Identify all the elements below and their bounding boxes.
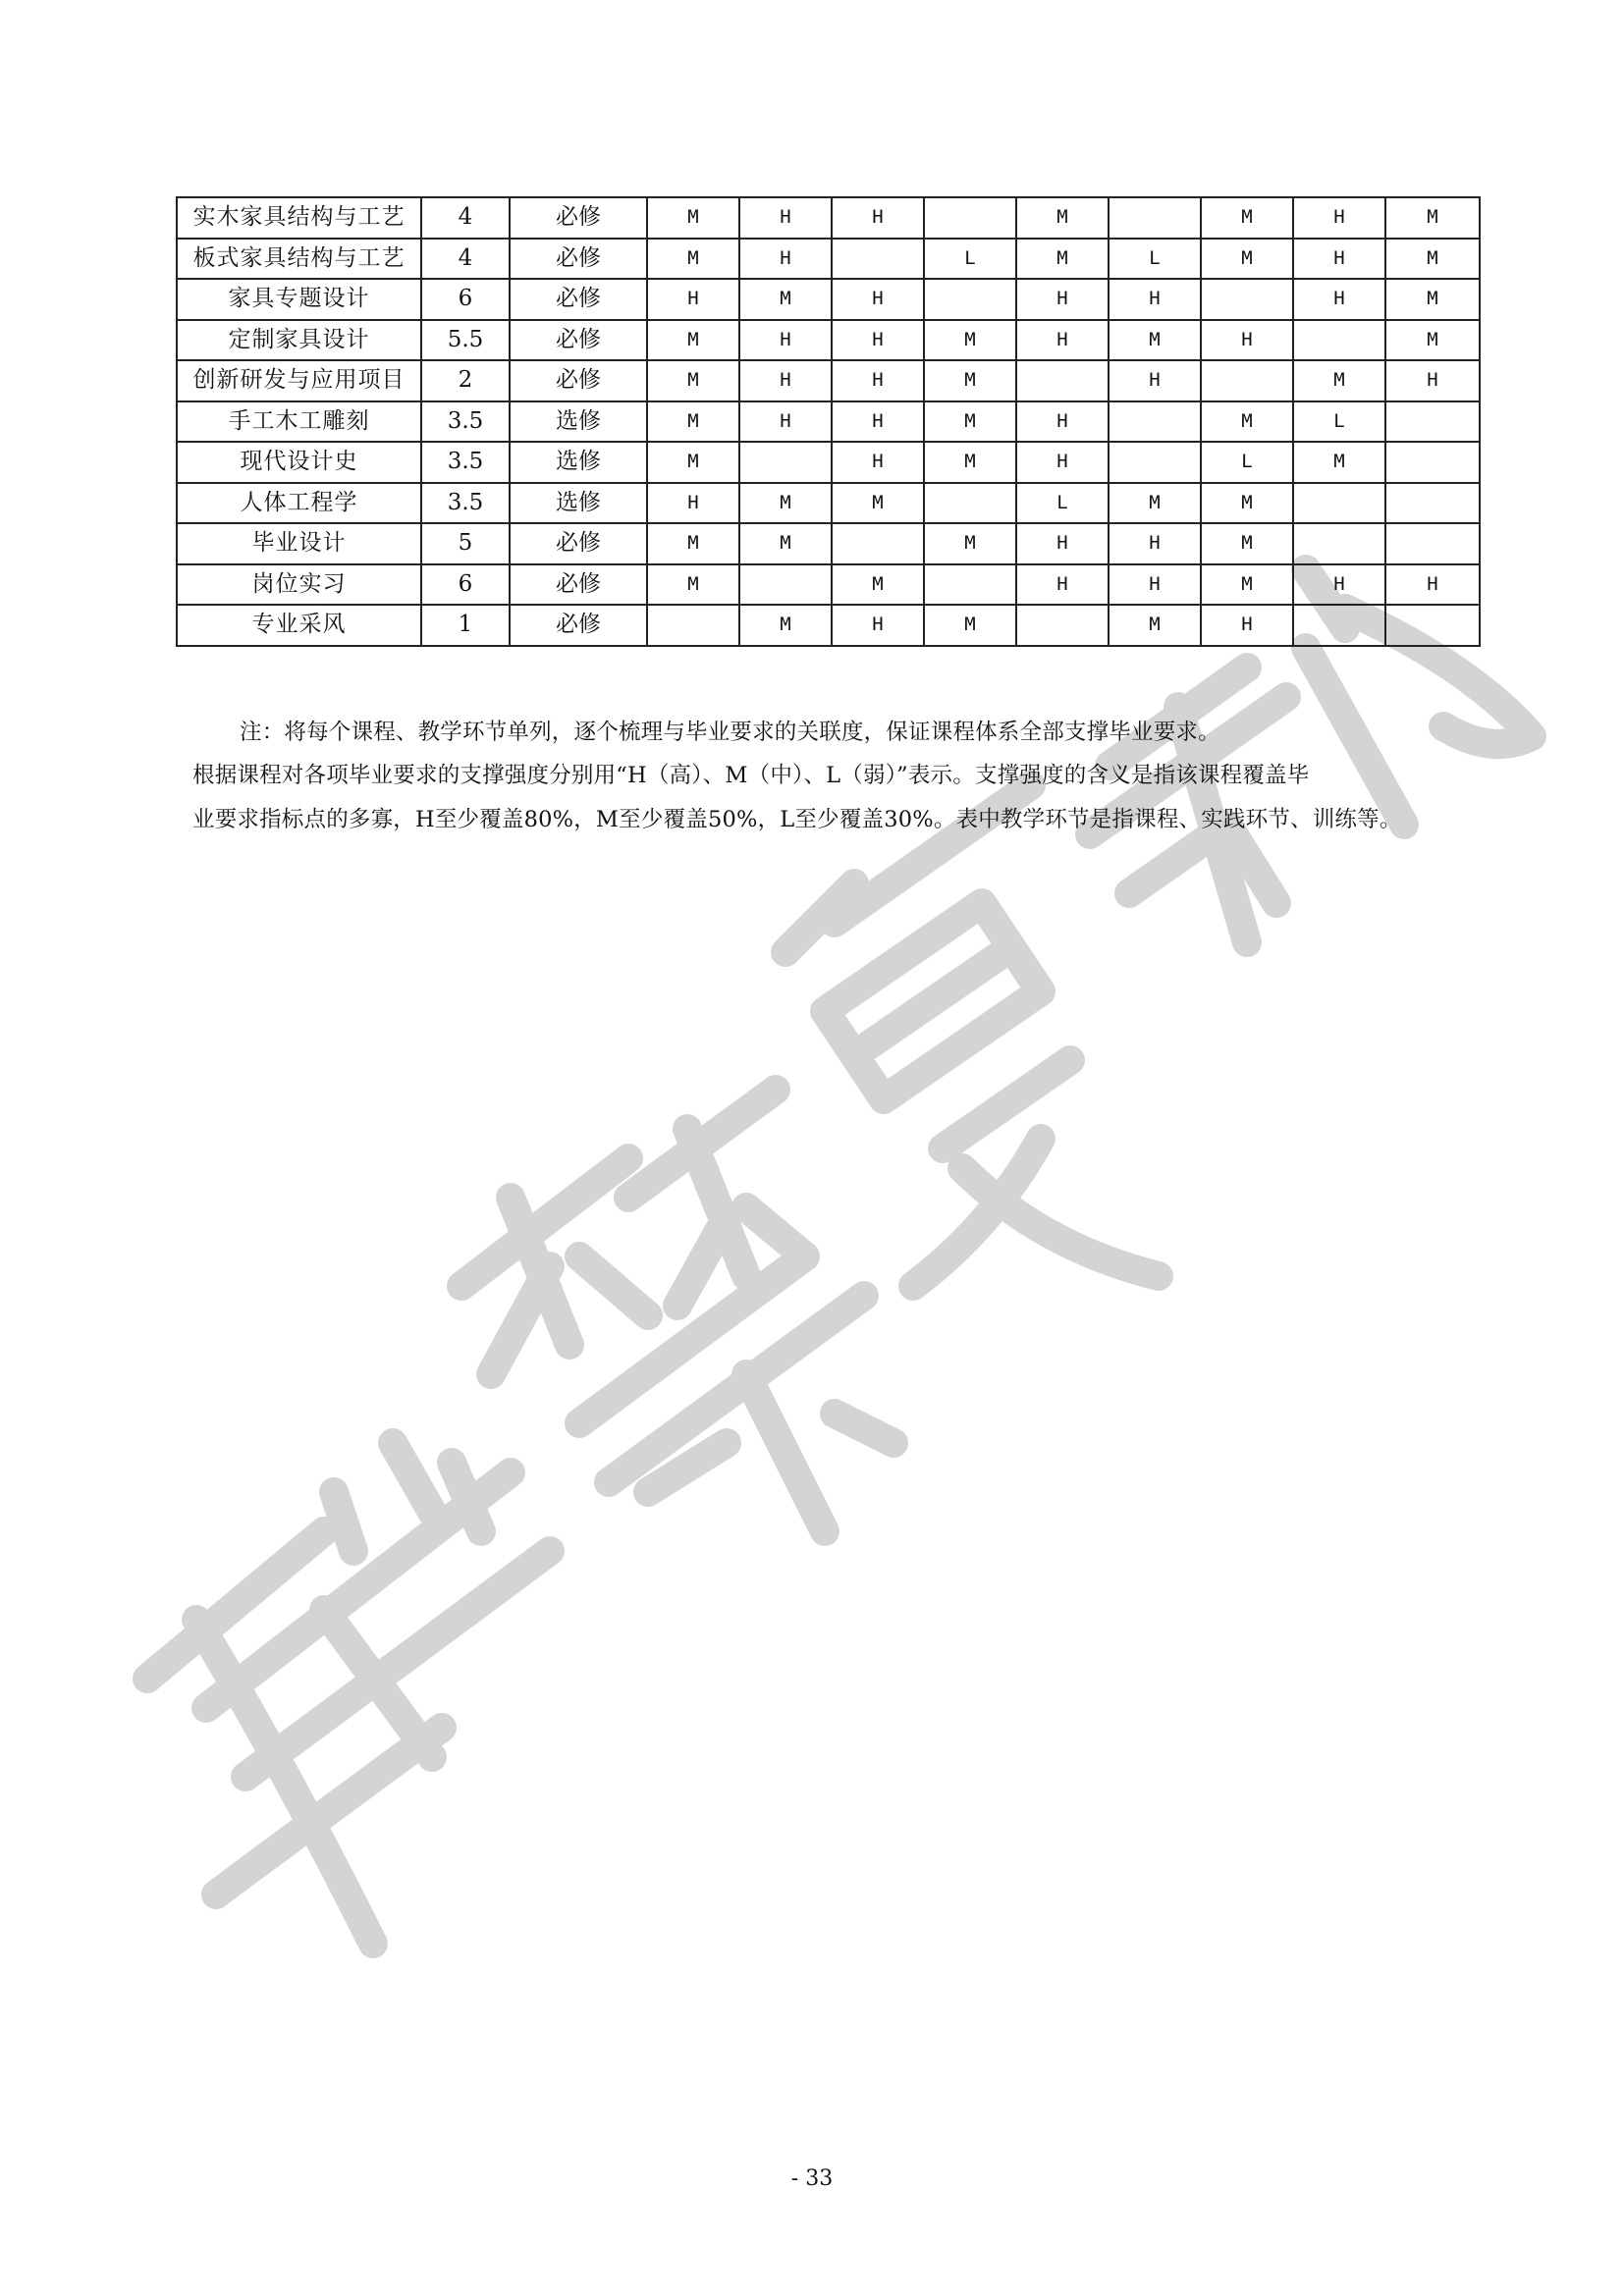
watermark-char-jin [461,1090,893,1531]
course-name-cell: 毕业设计 [177,523,421,564]
course-name-cell: 手工木工雕刻 [177,401,421,443]
support-level-cell: H [1385,564,1480,606]
support-level-cell: M [739,605,832,646]
course-name-cell: 人体工程学 [177,483,421,524]
support-level-cell: L [924,239,1016,280]
course-type-cell: 选修 [510,442,647,483]
support-level-cell: H [647,483,739,524]
support-level-cell: H [832,442,924,483]
support-level-cell: L [1016,483,1109,524]
support-level-cell: H [1016,279,1109,320]
table-row [177,605,1480,646]
support-level-cell: M [647,564,739,606]
credits-cell: 3.5 [421,401,510,443]
support-level-cell: M [1109,483,1201,524]
course-name-cell: 现代设计史 [177,442,421,483]
support-level-cell: H [1016,564,1109,606]
watermark-char-fu [785,785,1159,1286]
support-level-cell: H [832,605,924,646]
support-level-cell [739,442,832,483]
support-level-cell [1109,401,1201,443]
table-row [177,401,1480,443]
support-level-cell: M [1385,279,1480,320]
support-level-cell: M [1293,442,1385,483]
table-row [177,279,1480,320]
support-level-cell: M [739,523,832,564]
support-level-cell: M [1385,197,1480,239]
support-level-cell [924,197,1016,239]
support-level-cell: H [1293,564,1385,606]
support-level-cell: M [924,360,1016,401]
support-level-cell: M [1293,360,1385,401]
course-type-cell: 必修 [510,239,647,280]
credits-cell: 3.5 [421,483,510,524]
support-level-cell: M [1201,483,1293,524]
credits-cell: 6 [421,279,510,320]
table-row [177,197,1480,239]
matrix-body [177,197,1480,646]
table-row [177,523,1480,564]
support-level-cell: M [1385,320,1480,361]
support-level-cell: H [832,197,924,239]
credits-cell: 5 [421,523,510,564]
support-level-cell: M [924,320,1016,361]
support-level-cell [1385,483,1480,524]
support-level-cell: M [1109,320,1201,361]
support-level-cell: H [1385,360,1480,401]
support-level-cell [1293,483,1385,524]
support-level-cell [1293,605,1385,646]
support-level-cell: M [1385,239,1480,280]
course-type-cell: 必修 [510,523,647,564]
support-level-cell: M [1201,564,1293,606]
table-row [177,442,1480,483]
credits-cell: 2 [421,360,510,401]
course-name-cell: 定制家具设计 [177,320,421,361]
support-level-cell: M [647,401,739,443]
table-row [177,320,1480,361]
page-number: - 33 [790,2166,834,2191]
support-level-cell [924,279,1016,320]
support-level-cell: M [924,442,1016,483]
course-name-cell: 岗位实习 [177,564,421,606]
support-level-cell: M [647,239,739,280]
support-level-cell [832,239,924,280]
support-level-cell: H [739,401,832,443]
support-level-cell [1385,605,1480,646]
support-level-cell: L [1293,401,1385,443]
support-level-cell: H [1293,239,1385,280]
support-level-cell [1385,401,1480,443]
support-level-cell: M [1016,239,1109,280]
support-level-cell: M [739,483,832,524]
support-level-cell: M [924,523,1016,564]
support-level-cell: M [647,197,739,239]
course-name-cell: 板式家具结构与工艺 [177,239,421,280]
support-level-cell: M [739,279,832,320]
course-type-cell: 必修 [510,360,647,401]
credits-cell: 6 [421,564,510,606]
course-type-cell: 必修 [510,197,647,239]
support-level-cell: M [647,360,739,401]
support-level-cell: M [647,523,739,564]
table-row [177,564,1480,606]
support-level-cell: H [1201,320,1293,361]
support-level-cell: H [832,360,924,401]
support-level-cell: H [1109,279,1201,320]
support-level-cell [832,523,924,564]
support-level-cell: M [1201,239,1293,280]
course-type-cell: 必修 [510,564,647,606]
note-line-1: 注：将每个课程、教学环节单列，逐个梳理与毕业要求的关联度，保证课程体系全部支撑毕业要求。 [240,720,1220,745]
course-name-cell: 实木家具结构与工艺 [177,197,421,239]
course-type-cell: 必修 [510,320,647,361]
course-name-cell: 家具专题设计 [177,279,421,320]
support-level-cell: M [647,442,739,483]
support-level-cell: H [739,197,832,239]
course-name-cell: 创新研发与应用项目 [177,360,421,401]
support-level-cell: H [1293,197,1385,239]
support-level-cell: H [1016,523,1109,564]
support-level-cell: H [1293,279,1385,320]
support-level-cell: M [924,401,1016,443]
note-line-3: 业要求指标点的多寡，H至少覆盖80%，M至少覆盖50%，L至少覆盖30%。表中教学环节是指课程、实践环节、训练等。 [192,807,1402,832]
course-type-cell: 必修 [510,605,647,646]
support-level-cell [1109,442,1201,483]
credits-cell: 1 [421,605,510,646]
support-level-cell [1016,605,1109,646]
support-level-cell [1201,360,1293,401]
table-row [177,360,1480,401]
support-level-cell: H [832,320,924,361]
course-type-cell: 必修 [510,279,647,320]
course-type-cell: 选修 [510,401,647,443]
support-level-cell [1293,320,1385,361]
support-level-cell: M [1201,401,1293,443]
support-level-cell [739,564,832,606]
support-level-cell: H [1109,523,1201,564]
support-level-cell: H [832,401,924,443]
course-name-cell: 专业采风 [177,605,421,646]
support-level-cell [924,564,1016,606]
support-level-cell: H [832,279,924,320]
course-type-cell: 选修 [510,483,647,524]
support-level-cell: M [647,320,739,361]
support-level-cell [647,605,739,646]
support-level-cell: L [1201,442,1293,483]
course-requirement-matrix [176,196,1481,647]
support-level-cell: M [832,483,924,524]
support-level-cell: H [647,279,739,320]
support-level-cell: M [832,564,924,606]
support-level-cell: H [1109,564,1201,606]
support-level-cell: H [1109,360,1201,401]
support-level-cell: H [1201,605,1293,646]
credits-cell: 3.5 [421,442,510,483]
support-level-cell: H [1016,320,1109,361]
support-level-cell [1016,360,1109,401]
support-level-cell [1293,523,1385,564]
support-level-cell: M [1109,605,1201,646]
support-level-cell: H [739,320,832,361]
support-level-cell [1385,523,1480,564]
note-line-2: 根据课程对各项毕业要求的支撑强度分别用“H（高）、M（中）、L（弱）”表示。支撑强度的含义是指该课程覆盖毕 [192,763,1310,788]
support-level-cell: H [739,360,832,401]
support-level-cell [1109,197,1201,239]
support-level-cell: H [739,239,832,280]
credits-cell: 4 [421,239,510,280]
support-level-cell: H [1016,442,1109,483]
support-level-cell [1385,442,1480,483]
support-level-cell: L [1109,239,1201,280]
support-level-cell: H [1016,401,1109,443]
support-level-cell: M [1201,197,1293,239]
support-level-cell [1201,279,1293,320]
credits-cell: 4 [421,197,510,239]
support-level-cell [924,483,1016,524]
support-level-cell: M [924,605,1016,646]
table-row [177,239,1480,280]
table-row [177,483,1480,524]
support-level-cell: M [1016,197,1109,239]
credits-cell: 5.5 [421,320,510,361]
watermark-char-yan [147,1443,550,1944]
support-level-cell: M [1201,523,1293,564]
